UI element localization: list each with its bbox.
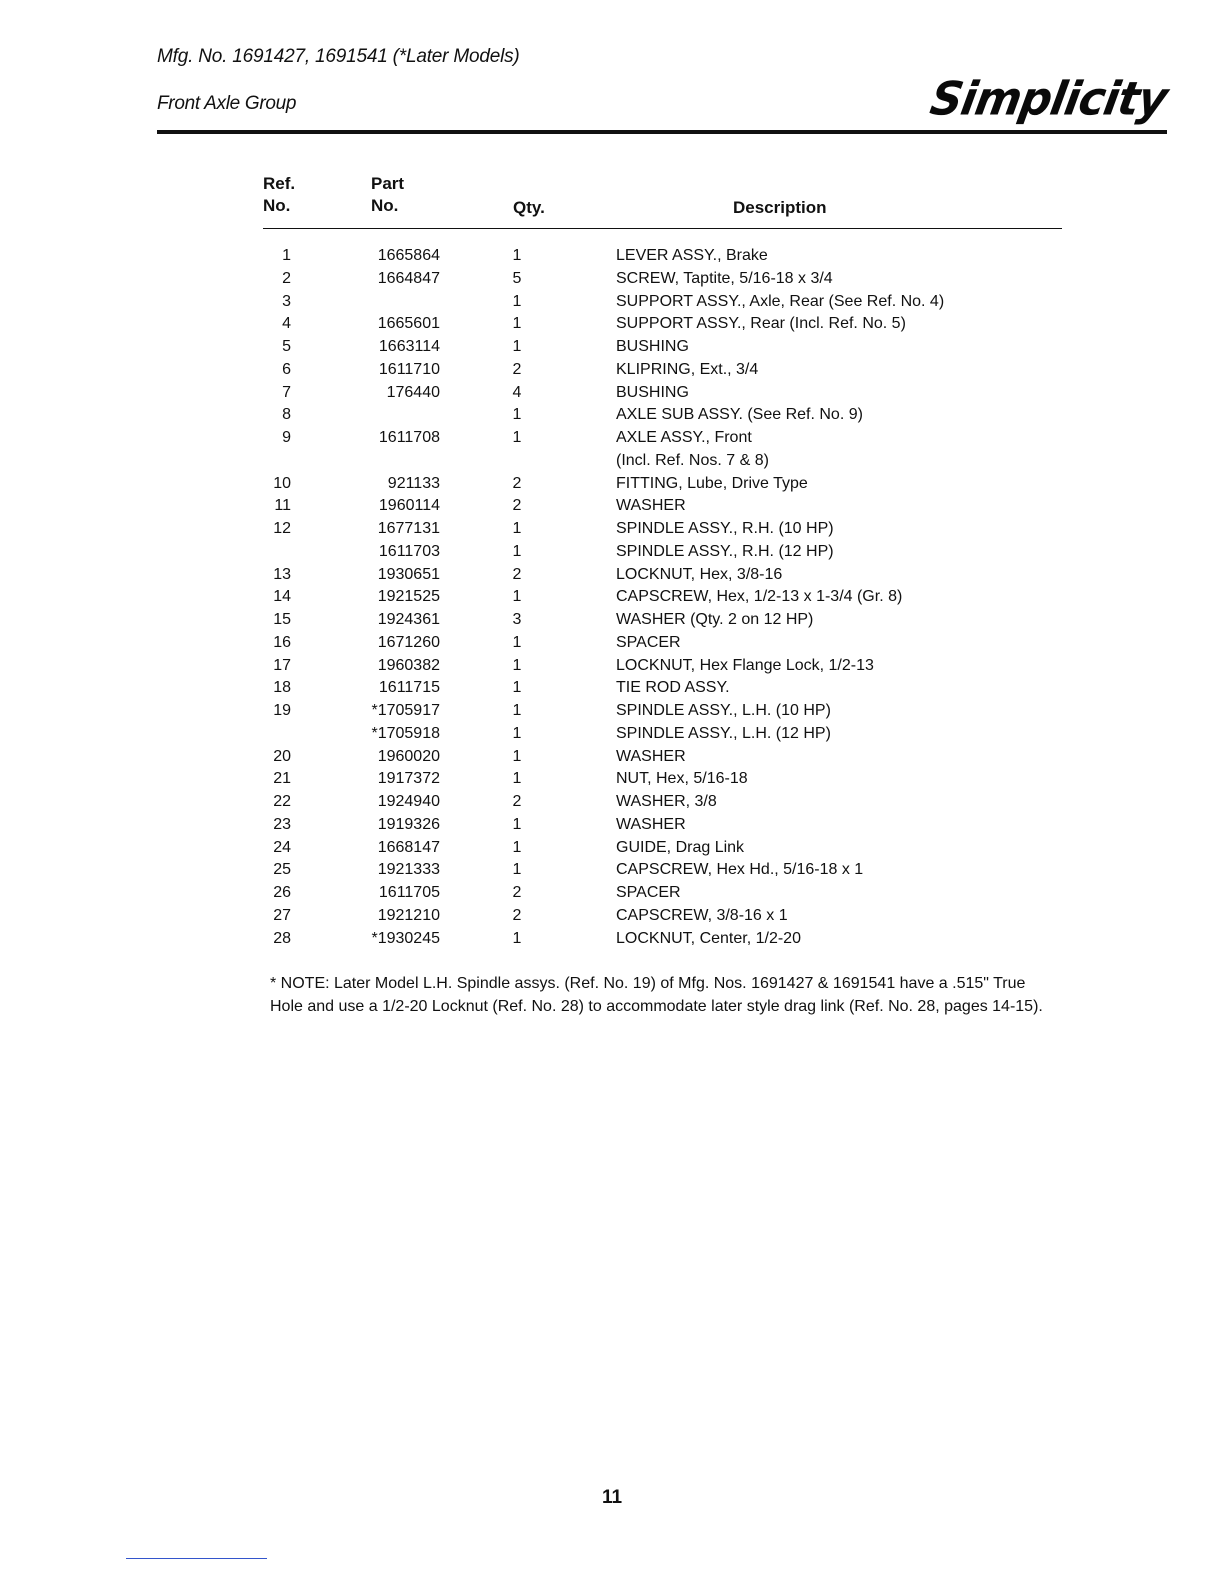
header-divider (157, 130, 1167, 134)
table-row (263, 837, 1063, 860)
table-row (263, 268, 1063, 291)
table-row (263, 655, 1063, 678)
table-row (263, 677, 1063, 700)
description-cell: SPINDLE ASSY., L.H. (12 HP) (616, 724, 831, 742)
description-cell: BUSHING (616, 383, 689, 401)
ref-cell: 20 (273, 747, 291, 765)
quantity-cell: 1 (512, 542, 522, 560)
ref-cell: 18 (273, 679, 291, 697)
bottom-divider (126, 1558, 267, 1559)
quantity-cell: 2 (512, 360, 522, 378)
table-row (263, 291, 1063, 314)
part-number-cell: 1668147 (377, 838, 440, 856)
column-header-ref (263, 173, 295, 217)
part-number-cell: 1924940 (377, 793, 440, 810)
part-number-cell: *1705918 (371, 724, 440, 742)
column-header-description: Description (733, 198, 827, 217)
ref-cell: 5 (282, 338, 291, 355)
ref-cell: 28 (273, 929, 291, 947)
column-header-part-line1: Part (371, 174, 405, 193)
table-row (263, 404, 1063, 427)
table-row (263, 814, 1063, 837)
part-number-cell: 1960382 (377, 656, 440, 674)
part-number-cell: 1665864 (377, 247, 440, 264)
description-cell: GUIDE, Drag Link (616, 838, 745, 856)
table-row (263, 473, 1063, 496)
table-row (263, 905, 1063, 928)
quantity-cell: 2 (512, 906, 522, 924)
table-row (263, 336, 1063, 359)
part-number-cell: 1664847 (377, 269, 440, 287)
quantity-cell: 2 (512, 565, 522, 583)
description-cell: CAPSCREW, Hex Hd., 5/16-18 x 1 (616, 861, 864, 879)
ref-cell: 1 (282, 247, 291, 264)
part-number-cell: 1665601 (377, 315, 440, 333)
table-row (263, 928, 1063, 951)
quantity-cell: 1 (512, 929, 522, 947)
ref-cell: 8 (282, 406, 291, 424)
part-number-cell: 1677131 (377, 520, 440, 537)
part-number-cell: 1611710 (378, 360, 440, 378)
manufacturer-numbers: Mfg. No. 1691427, 1691541 (*Later Models) (157, 46, 520, 67)
ref-cell: 2 (282, 269, 291, 287)
description-cell: FITTING, Lube, Drive Type (616, 474, 808, 492)
quantity-cell: 1 (512, 429, 522, 446)
quantity-cell: 1 (512, 838, 522, 856)
part-number-cell: 1671260 (377, 633, 440, 651)
table-row (263, 609, 1063, 632)
quantity-cell: 1 (512, 588, 522, 606)
part-number-cell: 1921333 (377, 861, 440, 879)
table-row (263, 313, 1063, 336)
footnote: * NOTE: Later Model L.H. Spindle assys. (Ref. No. 19) of Mfg. Nos. 1691427 & 1691541 have a .515" True Hole and use a 1/2-20 Locknut (Ref. No. 28) to accommodate later style drag link (Ref. No. 28, pages 14-15). (270, 975, 1043, 1015)
quantity-cell: 1 (512, 247, 522, 264)
ref-cell: 22 (273, 793, 291, 810)
description-cell: WASHER, 3/8 (616, 793, 717, 810)
quantity-cell: 2 (512, 884, 522, 901)
quantity-cell: 1 (512, 747, 522, 765)
part-number-cell: *1705917 (371, 702, 440, 719)
ref-cell: 3 (282, 292, 291, 310)
description-cell: AXLE ASSY., Front (616, 429, 752, 446)
description-cell: AXLE SUB ASSY. (See Ref. No. 9) (616, 406, 863, 424)
ref-cell: 4 (282, 315, 291, 333)
column-header-ref-line1: Ref. (263, 174, 296, 193)
table-row (263, 746, 1063, 769)
part-number-cell: 1921210 (377, 906, 440, 924)
table-row (263, 700, 1063, 723)
brand-logo: Simplicity (926, 72, 1171, 127)
description-cell: CAPSCREW, 3/8-16 x 1 (616, 906, 788, 924)
table-row (263, 427, 1063, 450)
table-row (263, 564, 1063, 587)
section-title: Front Axle Group (157, 93, 297, 114)
ref-cell: 19 (273, 702, 291, 719)
quantity-cell: 1 (512, 406, 522, 424)
description-cell: SPINDLE ASSY., L.H. (10 HP) (616, 702, 831, 719)
description-cell: SUPPORT ASSY., Rear (Incl. Ref. No. 5) (616, 315, 906, 333)
table-row (263, 450, 1063, 473)
quantity-cell: 1 (512, 338, 522, 355)
quantity-cell: 1 (512, 861, 522, 879)
description-cell: LEVER ASSY., Brake (616, 247, 768, 264)
part-number-cell: 1960020 (377, 747, 440, 765)
description-cell: KLIPRING, Ext., 3/4 (616, 360, 759, 378)
description-cell: WASHER (616, 747, 686, 765)
description-cell: CAPSCREW, Hex, 1/2-13 x 1-3/4 (Gr. 8) (616, 588, 903, 606)
part-number-cell: 1917372 (377, 770, 440, 788)
column-header-qty: Qty. (513, 198, 545, 217)
quantity-cell: 4 (512, 383, 522, 401)
description-cell: TIE ROD ASSY. (616, 679, 730, 697)
description-cell: SPACER (616, 633, 681, 651)
description-cell: SUPPORT ASSY., Axle, Rear (See Ref. No. 4) (616, 292, 945, 310)
table-row (263, 382, 1063, 405)
part-number-cell: 921133 (387, 474, 440, 492)
column-header-part (371, 173, 404, 217)
column-header-part-line2: No. (371, 196, 399, 215)
ref-cell: 15 (273, 611, 291, 628)
part-number-cell: 1960114 (378, 497, 440, 515)
ref-cell: 6 (282, 360, 291, 378)
description-cell: SCREW, Taptite, 5/16-18 x 3/4 (616, 269, 833, 287)
quantity-cell: 2 (512, 793, 522, 810)
quantity-cell: 1 (512, 292, 522, 310)
table-row (263, 723, 1063, 746)
parts-table (263, 245, 1063, 950)
ref-cell: 14 (273, 588, 291, 606)
column-header-ref-line2: No. (263, 196, 291, 215)
ref-cell: 24 (273, 838, 291, 856)
description-cell: SPINDLE ASSY., R.H. (12 HP) (616, 542, 834, 560)
table-row (263, 541, 1063, 564)
table-row (263, 586, 1063, 609)
part-number-cell: *1930245 (371, 929, 440, 947)
description-cell: WASHER (616, 497, 686, 515)
description-cell: SPINDLE ASSY., R.H. (10 HP) (616, 520, 834, 537)
quantity-cell: 1 (512, 724, 522, 742)
part-number-cell: 1930651 (377, 565, 440, 583)
quantity-cell: 1 (512, 679, 522, 697)
ref-cell: 25 (273, 861, 291, 879)
part-number-cell: 1921525 (377, 588, 440, 606)
description-cell: BUSHING (616, 338, 689, 355)
part-number-cell: 176440 (386, 383, 440, 401)
ref-cell: 17 (273, 656, 291, 674)
quantity-cell: 2 (512, 474, 522, 492)
ref-cell: 23 (273, 815, 291, 833)
ref-cell: 11 (274, 497, 291, 515)
part-number-cell: 1611715 (378, 679, 440, 697)
quantity-cell: 1 (512, 520, 522, 537)
table-row (263, 632, 1063, 655)
description-cell: (Incl. Ref. Nos. 7 & 8) (616, 451, 769, 469)
ref-cell: 27 (273, 906, 291, 924)
table-row (263, 791, 1063, 814)
description-cell: LOCKNUT, Center, 1/2-20 (616, 929, 801, 947)
description-cell: LOCKNUT, Hex, 3/8-16 (616, 565, 783, 583)
part-number-cell: 1924361 (377, 611, 440, 628)
description-cell: WASHER (Qty. 2 on 12 HP) (616, 611, 814, 628)
ref-cell: 26 (273, 884, 291, 901)
quantity-cell: 1 (512, 702, 522, 719)
description-cell: LOCKNUT, Hex Flange Lock, 1/2-13 (616, 656, 874, 674)
ref-cell: 9 (282, 429, 291, 446)
table-row (263, 245, 1063, 268)
quantity-cell: 3 (512, 611, 522, 628)
ref-cell: 10 (273, 474, 291, 492)
ref-cell: 21 (273, 770, 291, 788)
page-number: 11 (601, 1487, 623, 1508)
table-row (263, 859, 1063, 882)
table-row (263, 882, 1063, 905)
part-number-cell: 1611703 (378, 542, 440, 560)
description-cell: SPACER (616, 884, 681, 901)
description-cell: NUT, Hex, 5/16-18 (616, 770, 748, 788)
quantity-cell: 1 (512, 770, 522, 788)
quantity-cell: 5 (512, 269, 522, 287)
table-row (263, 359, 1063, 382)
table-header-divider (263, 228, 1062, 229)
part-number-cell: 1611708 (378, 429, 440, 446)
ref-cell: 13 (273, 565, 291, 583)
quantity-cell: 1 (512, 815, 522, 833)
quantity-cell: 1 (512, 656, 522, 674)
part-number-cell: 1919326 (377, 815, 440, 833)
quantity-cell: 2 (512, 497, 522, 515)
quantity-cell: 1 (512, 315, 522, 333)
ref-cell: 16 (273, 633, 291, 651)
table-row (263, 518, 1063, 541)
table-row (263, 768, 1063, 791)
table-row (263, 495, 1063, 518)
quantity-cell: 1 (512, 633, 522, 651)
description-cell: WASHER (616, 815, 686, 833)
ref-cell: 12 (273, 520, 291, 537)
part-number-cell: 1663114 (378, 338, 440, 355)
ref-cell: 7 (282, 383, 291, 401)
part-number-cell: 1611705 (378, 884, 440, 901)
